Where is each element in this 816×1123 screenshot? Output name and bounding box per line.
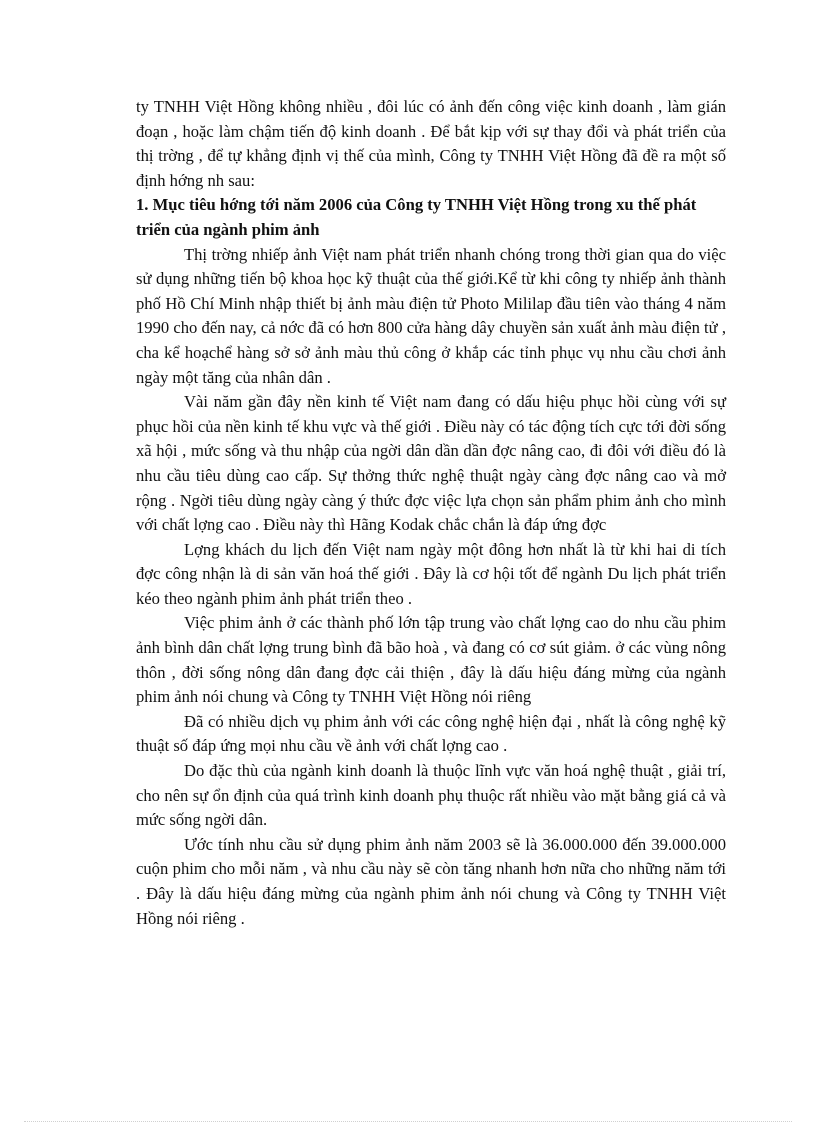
body-paragraph: Thị trờng nhiếp ảnh Việt nam phát triển nhanh chóng trong thời gian qua do việc sử dụng những tiến bộ khoa học kỹ thuật của thế giới.Kể từ khi công ty nhiếp ảnh thành phố Hồ Chí Minh nhập thiết bị ảnh màu điện tử Photo Mililap đầu tiên vào tháng 4 năm 1990 cho đến nay, cả nớc đã có hơn 800 cửa hàng dây chuyền sản xuất ảnh màu điện tử , cha kể hoạchể hàng sở sở ảnh màu thủ công ở khắp các tỉnh phục vụ nhu cầu chơi ảnh ngày một tăng của nhân dân . xyxy=(136,244,726,387)
body-paragraph: Ước tính nhu cầu sử dụng phim ảnh năm 2003 sẽ là 36.000.000 đến 39.000.000 cuộn phim cho mỗi năm , và nhu cầu này sẽ còn tăng nhanh hơn nữa cho những năm tới . Đây là dấu hiệu đáng mừng của ngành phim ảnh nói chung và Công ty TNHH Việt Hồng nói riêng . xyxy=(136,834,726,928)
body-paragraph: Đã có nhiều dịch vụ phim ảnh với các công nghệ hiện đại , nhất là công nghệ kỹ thuật số đáp ứng mọi nhu cầu về ảnh với chất lợng cao . xyxy=(136,711,726,756)
page-bottom-divider xyxy=(24,1121,792,1122)
body-paragraph: Do đặc thù của ngành kinh doanh là thuộc lĩnh vực văn hoá nghệ thuật , giải trí, cho nên sự ổn định của quá trình kinh doanh phụ thuộc rất nhiều vào mặt bằng giá cả và mức sống ngời dân. xyxy=(136,761,726,830)
body-paragraph: Việc phim ảnh ở các thành phố lớn tập trung vào chất lợng cao do nhu cầu phim ảnh bình dân chất lợng trung bình đã bão hoà , và đang có cơ sút giảm. ở các vùng nông thôn , đời sống nông dân đang đợc cải thiện , đây là dấu hiệu đáng mừng của ngành phim ảnh nói chung và Công ty TNHH Việt Hồng nói riêng xyxy=(136,613,726,707)
body-paragraph: Vài năm gần đây nền kinh tế Việt nam đang có dấu hiệu phục hồi cùng với sự phục hồi của nền kinh tế khu vực và thế giới . Điều này có tác động tích cực tới đời sống xã hội , mức sống và thu nhập của ngời dân dần dần đợc nâng cao, đi đôi với điều đó là nhu cầu tiêu dùng cao cấp. Sự thởng thức nghệ thuật ngày càng đợc nâng cao và mở rộng . Ngời tiêu dùng ngày càng ý thức đợc việc lựa chọn sản phẩm phim ảnh cho mình với chất lợng cao . Điều này thì Hãng Kodak chắc chắn là đáp ứng đợc xyxy=(136,392,726,535)
body-paragraph: Lợng khách du lịch đến Việt nam ngày một đông hơn nhất là từ khi hai di tích đợc công nhận là di sản văn hoá thế giới . Đây là cơ hội tốt để ngành Du lịch phát triển kéo theo ngành phim ảnh phát triển theo . xyxy=(136,539,726,608)
intro-paragraph: ty TNHH Việt Hồng không nhiều , đôi lúc có ảnh đến công việc kinh doanh , làm gián đoạn , hoặc làm chậm tiến độ kinh doanh . Để bắt kịp với sự thay đổi và phát triển của thị trờng , để tự khẳng định vị thế của mình, Công ty TNHH Việt Hồng đã đề ra một số định hớng nh sau: xyxy=(136,97,726,190)
section-heading: 1. Mục tiêu hớng tới năm 2006 của Công ty TNHH Việt Hồng trong xu thế phát triển của ngành phim ảnh xyxy=(136,195,697,239)
document-body xyxy=(136,95,726,931)
